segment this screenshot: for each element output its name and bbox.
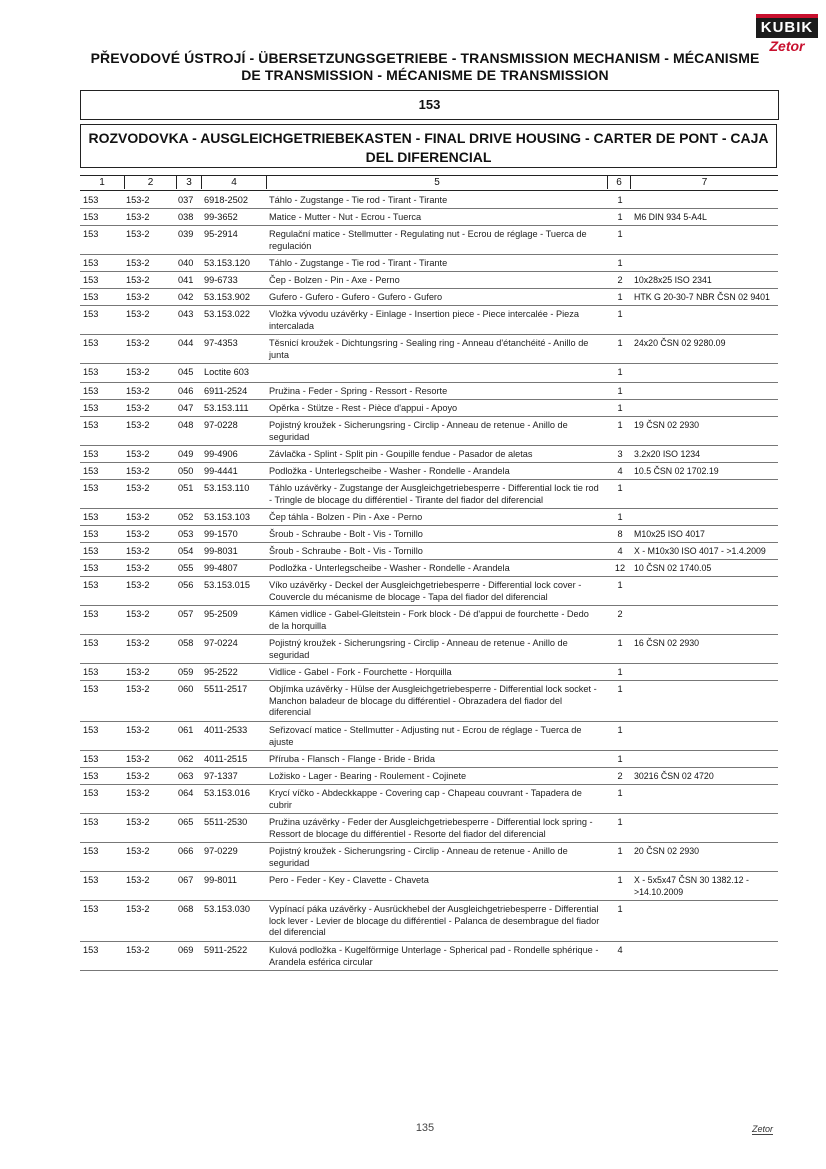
cell-c6: 1 (617, 904, 623, 914)
table-row (80, 942, 778, 971)
cell-c5: Šroub - Schraube - Bolt - Vis - Tornillo (269, 529, 423, 539)
table-row (80, 751, 778, 768)
cell-c1: 153 (83, 546, 99, 556)
cell-c1: 153 (83, 483, 99, 493)
cell-c3: 065 (178, 817, 194, 827)
cell-c1: 153 (83, 563, 99, 573)
cell-c1: 153 (83, 403, 99, 413)
cell-c4: 53.153.902 (204, 292, 250, 302)
cell-c2: 153-2 (126, 420, 150, 430)
cell-c2: 153-2 (126, 788, 150, 798)
cell-c5: Podložka - Unterlegscheibe - Washer - Rondelle - Arandela (269, 466, 510, 476)
table-row (80, 814, 778, 843)
cell-c6: 2 (617, 771, 623, 781)
cell-c4: 53.153.110 (204, 483, 250, 493)
cell-c5: Kulová podložka - Kugelförmige Unterlage - Spherical pad - Rondelle sphérique - Arandela esférica circular (269, 945, 599, 967)
cell-c5: Ložisko - Lager - Bearing - Roulement - Cojinete (269, 771, 467, 781)
cell-c6: 1 (617, 195, 623, 205)
cell-c4: 53.153.111 (204, 403, 249, 413)
column-header: 7 (630, 176, 778, 189)
cell-c5: Krycí víčko - Abdeckkappe - Covering cap - Chapeau couvrant - Tapadera de cubrir (269, 788, 582, 810)
cell-c4: 4011-2515 (204, 754, 248, 764)
cell-c2: 153-2 (126, 466, 150, 476)
cell-c2: 153-2 (126, 229, 150, 239)
cell-c4: 6911-2524 (204, 386, 248, 396)
column-header: 2 (124, 176, 176, 189)
cell-c6: 1 (617, 367, 623, 377)
cell-c2: 153-2 (126, 580, 150, 590)
cell-c3: 052 (178, 512, 194, 522)
table-row (80, 722, 778, 751)
cell-c4: 99-8031 (204, 546, 238, 556)
column-header: 5 (266, 176, 607, 189)
cell-c4: 99-4807 (204, 563, 238, 573)
cell-c4: 99-6733 (204, 275, 238, 285)
cell-c1: 153 (83, 466, 99, 476)
cell-c5: Seřizovací matice - Stellmutter - Adjusting nut - Ecrou de réglage - Tuerca de ajuste (269, 725, 582, 747)
cell-c7: 20 ČSN 02 2930 (634, 846, 700, 856)
cell-c3: 060 (178, 684, 194, 694)
cell-c3: 068 (178, 904, 194, 914)
cell-c1: 153 (83, 945, 99, 955)
cell-c4: 97-0228 (204, 420, 238, 430)
cell-c2: 153-2 (126, 292, 150, 302)
table-row (80, 664, 778, 681)
cell-c5: Víko uzávěrky - Deckel der Ausgleichgetriebesperre - Differential lock cover - Couvercle du mécanisme de blocage - Tapa del fiador del diferencial (269, 580, 582, 602)
column-header: 6 (607, 176, 630, 189)
cell-c5: Táhlo - Zugstange - Tie rod - Tirant - Tirante (269, 258, 448, 268)
page-number: 135 (415, 1122, 435, 1134)
cell-c3: 040 (178, 258, 194, 268)
cell-c3: 066 (178, 846, 194, 856)
table-row (80, 255, 778, 272)
table-row (80, 417, 778, 446)
cell-c3: 045 (178, 367, 194, 377)
cell-c6: 3 (617, 449, 623, 459)
cell-c6: 1 (617, 292, 623, 302)
cell-c5: Podložka - Unterlegscheibe - Washer - Rondelle - Arandela (269, 563, 510, 573)
table-row (80, 400, 778, 417)
cell-c7: X - M10x30 ISO 4017 - >1.4.2009 (634, 546, 766, 556)
cell-c1: 153 (83, 367, 99, 377)
cell-c4: 95-2914 (204, 229, 238, 239)
cell-c1: 153 (83, 846, 99, 856)
cell-c5: Pružina uzávěrky - Feder der Ausgleichgetriebesperre - Differential lock spring - Ressort de blocage du différentiel - Resorte del fiador del diferencial (269, 817, 593, 839)
cell-c6: 1 (617, 258, 623, 268)
cell-c1: 153 (83, 212, 99, 222)
table-row (80, 577, 778, 606)
cell-c4: 53.153.022 (204, 309, 250, 319)
table-row (80, 335, 778, 364)
cell-c3: 043 (178, 309, 194, 319)
column-header-row (80, 175, 778, 191)
cell-c4: 53.153.120 (204, 258, 250, 268)
table-row (80, 463, 778, 480)
cell-c3: 046 (178, 386, 194, 396)
cell-c5: Regulační matice - Stellmutter - Regulating nut - Ecrou de réglage - Tuerca de regulación (269, 229, 587, 251)
cell-c1: 153 (83, 788, 99, 798)
cell-c6: 1 (617, 846, 623, 856)
cell-c6: 1 (617, 483, 623, 493)
cell-c7: HTK G 20-30-7 NBR ČSN 02 9401 (634, 292, 770, 302)
cell-c5: Čep - Bolzen - Pin - Axe - Perno (269, 275, 400, 285)
cell-c6: 1 (617, 420, 623, 430)
cell-c4: 97-0229 (204, 846, 238, 856)
cell-c7: M6 DIN 934 5-A4L (634, 212, 707, 222)
cell-c6: 1 (617, 667, 623, 677)
cell-c4: 5511-2530 (204, 817, 248, 827)
cell-c2: 153-2 (126, 546, 150, 556)
cell-c5: Pojistný kroužek - Sicherungsring - Circlip - Anneau de retenue - Anillo de seguridad (269, 638, 568, 660)
cell-c6: 4 (617, 945, 623, 955)
section-number: 153 (80, 90, 779, 120)
cell-c3: 062 (178, 754, 194, 764)
table-row (80, 872, 778, 901)
cell-c5: Čep táhla - Bolzen - Pin - Axe - Perno (269, 512, 423, 522)
cell-c6: 1 (617, 788, 623, 798)
cell-c6: 1 (617, 512, 623, 522)
cell-c2: 153-2 (126, 638, 150, 648)
cell-c6: 2 (617, 275, 623, 285)
table-row (80, 383, 778, 400)
cell-c4: 99-4441 (204, 466, 238, 476)
cell-c1: 153 (83, 580, 99, 590)
cell-c3: 069 (178, 945, 194, 955)
cell-c1: 153 (83, 195, 99, 205)
column-header: 4 (201, 176, 266, 189)
cell-c6: 1 (617, 875, 623, 885)
cell-c5: Závlačka - Splint - Split pin - Goupille fendue - Pasador de aletas (269, 449, 533, 459)
table-row (80, 768, 778, 785)
cell-c2: 153-2 (126, 338, 150, 348)
cell-c5: Vidlice - Gabel - Fork - Fourchette - Horquilla (269, 667, 452, 677)
cell-c3: 067 (178, 875, 194, 885)
cell-c3: 054 (178, 546, 194, 556)
cell-c1: 153 (83, 684, 99, 694)
cell-c5: Příruba - Flansch - Flange - Bride - Brida (269, 754, 435, 764)
cell-c2: 153-2 (126, 275, 150, 285)
table-row (80, 509, 778, 526)
cell-c4: 5911-2522 (204, 945, 248, 955)
cell-c5: Matice - Mutter - Nut - Ecrou - Tuerca (269, 212, 422, 222)
cell-c4: 97-4353 (204, 338, 238, 348)
cell-c5: Objímka uzávěrky - Hülse der Ausgleichgetriebesperre - Differential lock socket - Manchon baladeur de blocage du différentiel - Obrazadera del fiador del diferencial (269, 684, 597, 717)
cell-c7: X - 5x5x47 ČSN 30 1382.12 - >14.10.2009 (634, 875, 749, 897)
cell-c1: 153 (83, 817, 99, 827)
cell-c5: Gufero - Gufero - Gufero - Gufero - Gufero (269, 292, 443, 302)
table-row (80, 226, 778, 255)
cell-c3: 042 (178, 292, 194, 302)
cell-c4: 95-2522 (204, 667, 238, 677)
cell-c3: 058 (178, 638, 194, 648)
parts-table (80, 192, 778, 971)
cell-c7: 19 ČSN 02 2930 (634, 420, 700, 430)
cell-c2: 153-2 (126, 846, 150, 856)
cell-c6: 1 (617, 212, 623, 222)
cell-c5: Kámen vidlice - Gabel-Gleitstein - Fork block - Dé d'appui de fourchette - Dedo de la horquilla (269, 609, 589, 631)
cell-c2: 153-2 (126, 945, 150, 955)
cell-c5: Šroub - Schraube - Bolt - Vis - Tornillo (269, 546, 423, 556)
table-row (80, 289, 778, 306)
cell-c1: 153 (83, 449, 99, 459)
table-row (80, 681, 778, 722)
cell-c2: 153-2 (126, 195, 150, 205)
column-header: 1 (99, 177, 105, 188)
cell-c4: 95-2509 (204, 609, 238, 619)
cell-c5: Opěrka - Stütze - Rest - Pièce d'appui - Apoyo (269, 403, 458, 413)
cell-c3: 049 (178, 449, 194, 459)
cell-c4: 53.153.103 (204, 512, 250, 522)
table-row (80, 209, 778, 226)
cell-c4: 97-0224 (204, 638, 238, 648)
cell-c3: 055 (178, 563, 194, 573)
cell-c4: Loctite 603 (204, 367, 249, 377)
page-title: PŘEVODOVÉ ÚSTROJÍ - ÜBERSETZUNGSGETRIEBE - TRANSMISSION MECHANISM - MÉCANISME DE TRANSMISSION - MÉCANISME DE TRANSMISSION (90, 50, 760, 83)
cell-c3: 047 (178, 403, 194, 413)
cell-c3: 041 (178, 275, 194, 285)
cell-c4: 97-1337 (204, 771, 238, 781)
cell-c1: 153 (83, 754, 99, 764)
cell-c6: 1 (617, 684, 623, 694)
cell-c3: 059 (178, 667, 194, 677)
cell-c3: 061 (178, 725, 194, 735)
table-row (80, 272, 778, 289)
cell-c2: 153-2 (126, 563, 150, 573)
cell-c4: 99-1570 (204, 529, 238, 539)
cell-c1: 153 (83, 904, 99, 914)
table-row (80, 480, 778, 509)
cell-c3: 050 (178, 466, 194, 476)
cell-c2: 153-2 (126, 904, 150, 914)
cell-c1: 153 (83, 609, 99, 619)
cell-c1: 153 (83, 512, 99, 522)
cell-c1: 153 (83, 420, 99, 430)
cell-c5: Vypínací páka uzávěrky - Ausrückhebel der Ausgleichgetriebesperre - Differential lock lever - Levier de blocage du différentiel - Palanca de desembrague del fiador del diferencial (269, 904, 600, 937)
cell-c6: 1 (617, 580, 623, 590)
table-row (80, 446, 778, 463)
cell-c5: Pojistný kroužek - Sicherungsring - Circlip - Anneau de retenue - Anillo de seguridad (269, 846, 568, 868)
cell-c6: 1 (617, 638, 623, 648)
cell-c6: 1 (617, 754, 623, 764)
cell-c6: 12 (614, 563, 626, 573)
cell-c1: 153 (83, 667, 99, 677)
table-row (80, 901, 778, 942)
cell-c5: Pero - Feder - Key - Clavette - Chaveta (269, 875, 429, 885)
cell-c1: 153 (83, 638, 99, 648)
cell-c1: 153 (83, 529, 99, 539)
table-row (80, 606, 778, 635)
cell-c1: 153 (83, 292, 99, 302)
cell-c2: 153-2 (126, 725, 150, 735)
cell-c6: 1 (617, 309, 623, 319)
cell-c2: 153-2 (126, 449, 150, 459)
cell-c6: 1 (617, 817, 623, 827)
cell-c3: 053 (178, 529, 194, 539)
cell-c1: 153 (83, 386, 99, 396)
cell-c2: 153-2 (126, 483, 150, 493)
logo-brand: KUBIK (756, 14, 818, 38)
cell-c2: 153-2 (126, 754, 150, 764)
cell-c1: 153 (83, 338, 99, 348)
cell-c5: Pojistný kroužek - Sicherungsring - Circlip - Anneau de retenue - Anillo de seguridad (269, 420, 568, 442)
cell-c6: 1 (617, 229, 623, 239)
cell-c3: 057 (178, 609, 194, 619)
cell-c1: 153 (83, 229, 99, 239)
cell-c3: 056 (178, 580, 194, 590)
table-row (80, 526, 778, 543)
table-row (80, 560, 778, 577)
table-row (80, 543, 778, 560)
table-row (80, 364, 778, 383)
cell-c6: 1 (617, 403, 623, 413)
cell-c5: Táhlo uzávěrky - Zugstange der Ausgleichgetriebesperre - Differential lock tie rod - Tringle de blocage du différentiel - Tirante del fiador del diferencial (269, 483, 599, 505)
cell-c4: 99-8011 (204, 875, 238, 885)
cell-c7: 10x28x25 ISO 2341 (634, 275, 712, 285)
cell-c1: 153 (83, 725, 99, 735)
cell-c1: 153 (83, 258, 99, 268)
cell-c2: 153-2 (126, 529, 150, 539)
cell-c4: 5511-2517 (204, 684, 248, 694)
table-row (80, 843, 778, 872)
cell-c6: 2 (617, 609, 623, 619)
cell-c3: 063 (178, 771, 194, 781)
cell-c1: 153 (83, 875, 99, 885)
table-row (80, 192, 778, 209)
cell-c1: 153 (83, 275, 99, 285)
cell-c2: 153-2 (126, 386, 150, 396)
column-header: 3 (176, 176, 201, 189)
cell-c6: 1 (617, 725, 623, 735)
cell-c4: 53.153.016 (204, 788, 250, 798)
cell-c2: 153-2 (126, 609, 150, 619)
cell-c7: 10.5 ČSN 02 1702.19 (634, 466, 719, 476)
cell-c4: 99-3652 (204, 212, 238, 222)
cell-c5: Vložka vývodu uzávěrky - Einlage - Insertion piece - Piece intercalée - Pieza intercalada (269, 309, 579, 331)
cell-c3: 038 (178, 212, 194, 222)
cell-c2: 153-2 (126, 309, 150, 319)
cell-c4: 4011-2533 (204, 725, 248, 735)
cell-c5: Pružina - Feder - Spring - Ressort - Resorte (269, 386, 448, 396)
table-row (80, 306, 778, 335)
cell-c3: 037 (178, 195, 194, 205)
cell-c2: 153-2 (126, 684, 150, 694)
cell-c2: 153-2 (126, 403, 150, 413)
group-title: ROZVODOVKA - AUSGLEICHGETRIEBEKASTEN - FINAL DRIVE HOUSING - CARTER DE PONT - CAJA DEL DIFERENCIAL (80, 124, 777, 168)
cell-c3: 048 (178, 420, 194, 430)
table-row (80, 785, 778, 814)
cell-c2: 153-2 (126, 212, 150, 222)
cell-c7: 16 ČSN 02 2930 (634, 638, 700, 648)
cell-c5: Těsnicí kroužek - Dichtungsring - Sealing ring - Anneau d'étanchéité - Anillo de junta (269, 338, 589, 360)
cell-c6: 8 (617, 529, 623, 539)
cell-c6: 4 (617, 466, 623, 476)
cell-c2: 153-2 (126, 367, 150, 377)
cell-c3: 044 (178, 338, 194, 348)
cell-c7: 24x20 ČSN 02 9280.09 (634, 338, 726, 348)
cell-c5: Táhlo - Zugstange - Tie rod - Tirant - Tirante (269, 195, 448, 205)
cell-c1: 153 (83, 771, 99, 781)
cell-c3: 064 (178, 788, 194, 798)
cell-c7: M10x25 ISO 4017 (634, 529, 705, 539)
cell-c1: 153 (83, 309, 99, 319)
cell-c4: 53.153.030 (204, 904, 250, 914)
cell-c2: 153-2 (126, 817, 150, 827)
cell-c4: 6918-2502 (204, 195, 248, 205)
cell-c3: 039 (178, 229, 194, 239)
cell-c3: 051 (178, 483, 194, 493)
cell-c4: 99-4906 (204, 449, 238, 459)
cell-c2: 153-2 (126, 771, 150, 781)
logo-sub: Zetor (769, 38, 805, 54)
cell-c6: 4 (617, 546, 623, 556)
cell-c7: 10 ČSN 02 1740.05 (634, 563, 712, 573)
cell-c4: 53.153.015 (204, 580, 250, 590)
cell-c2: 153-2 (126, 512, 150, 522)
cell-c7: 30216 ČSN 02 4720 (634, 771, 714, 781)
cell-c7: 3.2x20 ISO 1234 (634, 449, 701, 459)
cell-c6: 1 (617, 386, 623, 396)
table-row (80, 635, 778, 664)
footer-zetor-mark: Zetor (752, 1124, 774, 1134)
cell-c6: 1 (617, 338, 623, 348)
cell-c2: 153-2 (126, 258, 150, 268)
cell-c2: 153-2 (126, 667, 150, 677)
cell-c2: 153-2 (126, 875, 150, 885)
